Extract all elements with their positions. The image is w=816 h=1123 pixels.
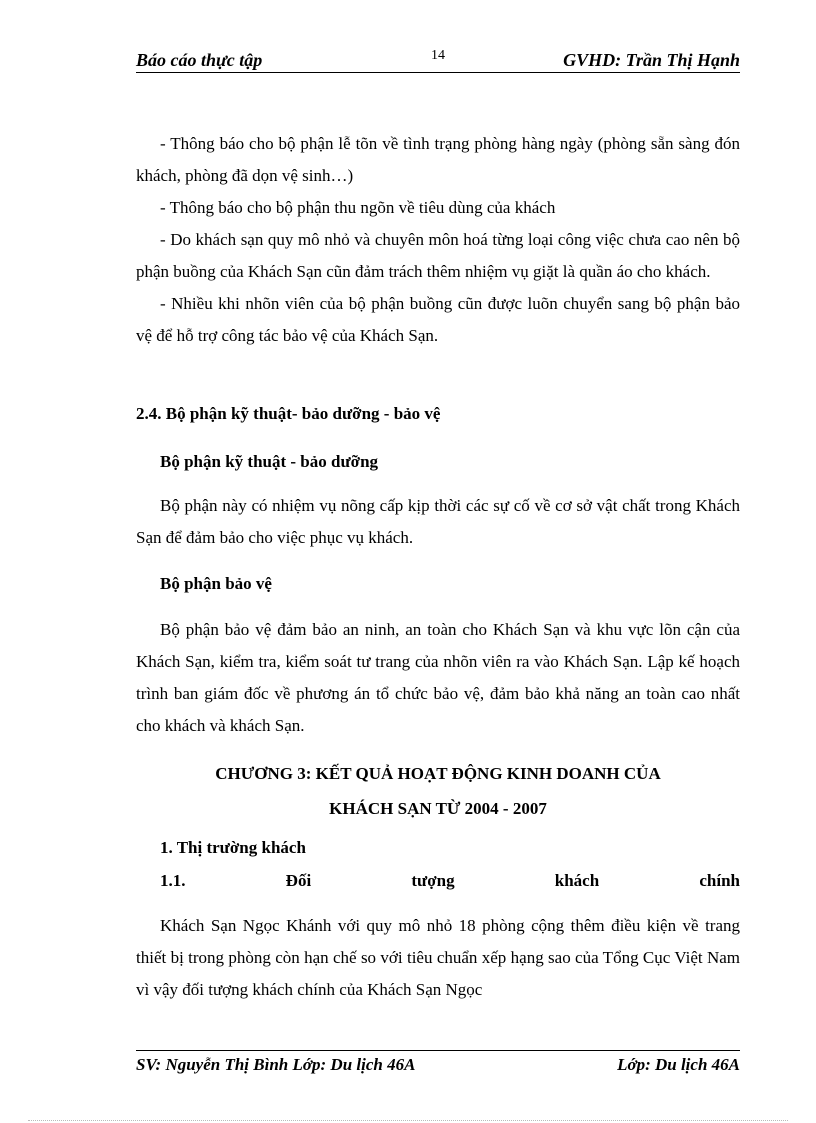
paragraph: Khách Sạn Ngọc Khánh với quy mô nhỏ 18 phòng cộng thêm điều kiện về trang thiết bị trong phòng còn hạn chế so với tiêu chuẩn xếp hạng sao của Tổng Cục Việt Nam vì vậy đối tượng khách chính của Khách Sạn Ngọc — [136, 916, 740, 999]
chapter-title-line: CHƯƠNG 3: KẾT QUẢ HOẠT ĐỘNG KINH DOANH CỦA — [215, 764, 661, 783]
paragraph-block — [136, 614, 740, 742]
subsection-word: khách — [554, 871, 600, 890]
subsection-heading: Bộ phận kỹ thuật - bảo dưỡng — [160, 452, 379, 471]
paragraph: Bộ phận này có nhiệm vụ nõng cấp kịp thời các sự cố về cơ sở vật chất trong Khách Sạn để đảm bảo cho việc phục vụ khách. — [136, 496, 740, 547]
duties-list — [136, 128, 740, 352]
section-heading: 2.4. Bộ phận kỹ thuật- bảo dưỡng - bảo vệ — [136, 404, 441, 423]
subsection-number: 1.1. — [160, 871, 186, 890]
footer-student: SV: Nguyễn Thị Bình Lớp: Du lịch 46A — [136, 1055, 416, 1074]
paragraph: - Nhiều khi nhõn viên của bộ phận buồng cũn được luõn chuyển sang bộ phận bảo vệ để hỗ trợ công tác bảo vệ của Khách Sạn. — [136, 294, 740, 345]
page-footer — [136, 1050, 740, 1077]
paragraph-block — [136, 910, 740, 1006]
section-heading: 1. Thị trường khách — [160, 838, 306, 857]
header-report-title: Báo cáo thực tập — [136, 50, 263, 70]
paragraph: - Thông báo cho bộ phận lễ tõn về tình trạng phòng hàng ngày (phòng sẵn sàng đón khách, phòng đã dọn vệ sinh…) — [136, 134, 740, 185]
subsection-word: Đối — [285, 871, 312, 890]
page-edge-divider — [28, 1120, 788, 1121]
chapter-title — [136, 756, 740, 826]
chapter-title-line: KHÁCH SẠN TỪ 2004 - 2007 — [329, 799, 547, 818]
paragraph: - Thông báo cho bộ phận thu ngõn về tiêu dùng của khách — [160, 198, 556, 217]
paragraph: Bộ phận bảo vệ đảm bảo an ninh, an toàn cho Khách Sạn và khu vực lõn cận của Khách Sạn, kiểm tra, kiểm soát tư trang của nhõn viên ra vào Khách Sạn. Lập kế hoạch trình ban giám đốc về phương án tổ chức bảo vệ, đảm bảo khả năng an toàn cao nhất cho khách và khách Sạn. — [136, 620, 740, 735]
footer-class: Lớp: Du lịch 46A — [617, 1055, 740, 1074]
paragraph-block — [136, 490, 740, 554]
header-supervisor: GVHD: Trần Thị Hạnh — [563, 50, 740, 70]
subsection-word: chính — [699, 871, 740, 890]
subsection-heading-justified — [160, 871, 740, 891]
page-number: 14 — [431, 48, 445, 63]
subsection-word: tượng — [411, 871, 455, 890]
subsection-heading: Bộ phận bảo vệ — [160, 574, 272, 593]
page-header — [136, 46, 740, 73]
paragraph: - Do khách sạn quy mô nhỏ và chuyên môn hoá từng loại công việc chưa cao nên bộ phận buồng của Khách Sạn cũn đảm trách thêm nhiệm vụ giặt là quần áo cho khách. — [136, 230, 740, 281]
